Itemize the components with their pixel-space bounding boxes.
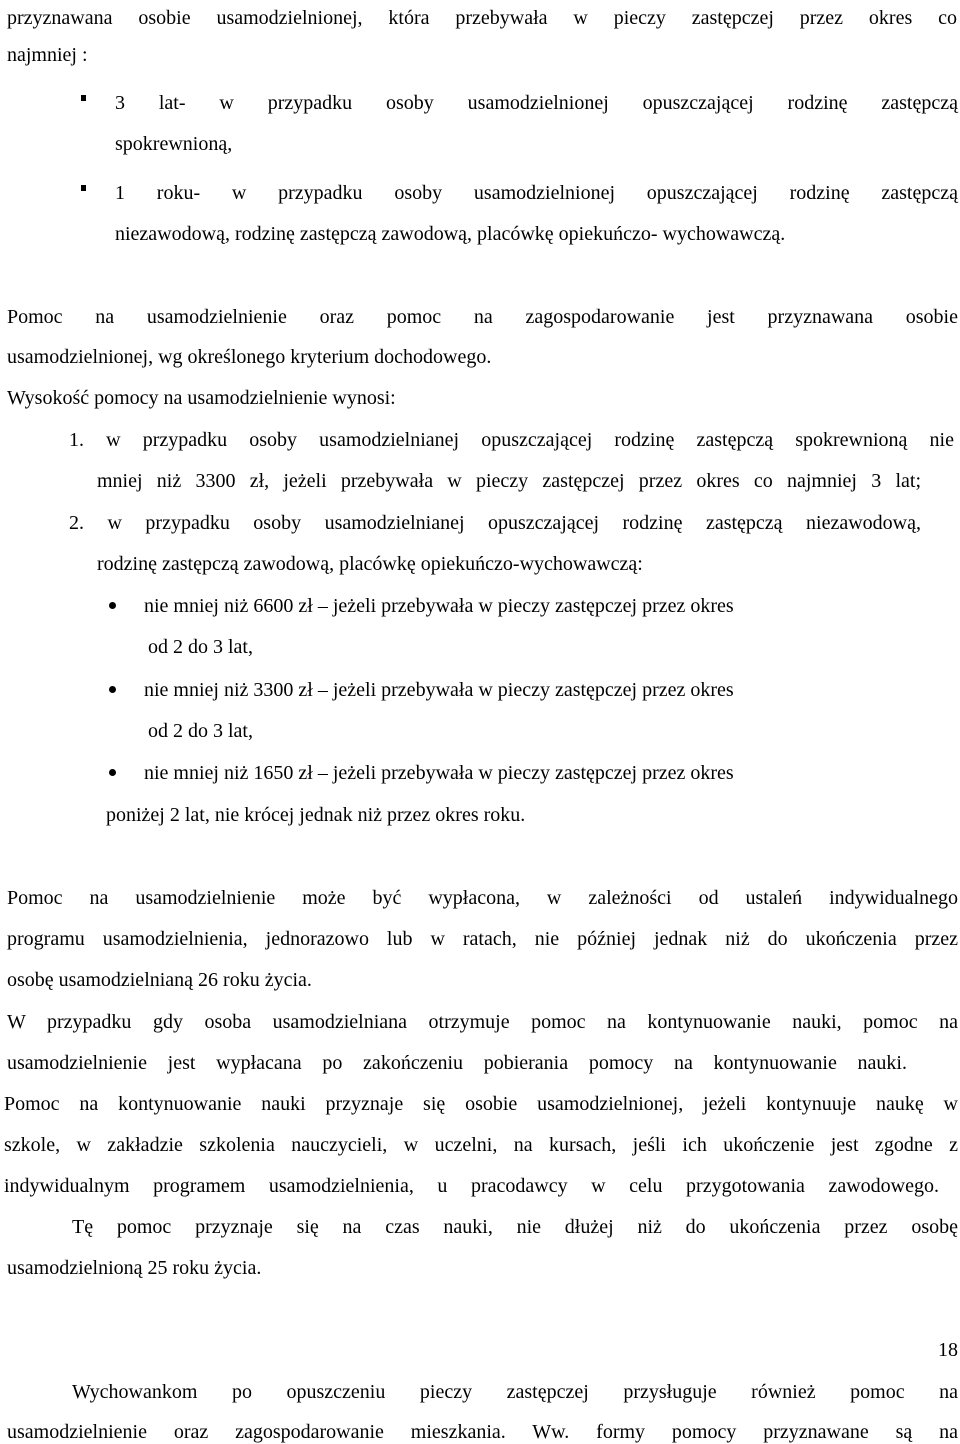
education-help-line-3: indywidualnym programem usamodzielnienia, u pracodawcy w celu przygotowania zawodowego.	[4, 1175, 939, 1197]
page-number: 18	[938, 1339, 958, 1361]
numbered-item-1-line-1: 1. w przypadku osoby usamodzielnianej opuszczającej rodzinę zastępczą spokrewnioną nie	[69, 429, 954, 451]
square-bullet-2-line-2: niezawodową, rodzinę zastępczą zawodową, placówkę opiekuńczo- wychowawczą.	[115, 223, 786, 245]
round-bullet-1-line-1: nie mniej niż 6600 zł – jeżeli przebywała w pieczy zastępczej przez okres	[144, 595, 734, 617]
round-bullet-3-line-1: nie mniej niż 1650 zł – jeżeli przebywała w pieczy zastępczej przez okres	[144, 762, 734, 784]
criterion-line-1: Pomoc na usamodzielnienie oraz pomoc na zagospodarowanie jest przyznawana osobie	[7, 306, 958, 328]
education-case-line-2: usamodzielnienie jest wypłacana po zakończeniu pobierania pomocy na kontynuowanie nauki.	[7, 1052, 907, 1074]
round-bullet-3-line-2: poniżej 2 lat, nie krócej jednak niż przez okres roku.	[106, 804, 526, 826]
square-bullet-icon	[81, 95, 86, 101]
intro-line-2: najmniej :	[7, 44, 88, 66]
intro-line-1: przyznawana osobie usamodzielnionej, która przebywała w pieczy zastępczej przez okres co	[7, 7, 957, 29]
square-bullet-icon	[81, 185, 86, 191]
amount-heading: Wysokość pomocy na usamodzielnienie wynosi:	[7, 387, 396, 409]
round-bullet-2-line-2: od 2 do 3 lat,	[148, 720, 253, 742]
education-limit-line-1: Tę pomoc przyznaje się na czas nauki, nie dłużej niż do ukończenia przez osobę	[72, 1216, 958, 1238]
bullet-dot-icon	[109, 686, 116, 693]
education-case-line-1: W przypadku gdy osoba usamodzielniana otrzymuje pomoc na kontynuowanie nauki, pomoc na	[7, 1011, 958, 1033]
education-help-line-1: Pomoc na kontynuowanie nauki przyznaje się osobie usamodzielnionej, jeżeli kontynuuje naukę w	[4, 1093, 958, 1115]
round-bullet-1-line-2: od 2 do 3 lat,	[148, 636, 253, 658]
square-bullet-1-line-1: 3 lat- w przypadku osoby usamodzielnionej opuszczającej rodzinę zastępczą	[115, 92, 958, 114]
round-bullet-2-line-1: nie mniej niż 3300 zł – jeżeli przebywała w pieczy zastępczej przez okres	[144, 679, 734, 701]
numbered-item-2-line-2: rodzinę zastępczą zawodową, placówkę opiekuńczo-wychowawczą:	[97, 553, 643, 575]
bullet-dot-icon	[109, 602, 116, 609]
footer-line-2: usamodzielnienie oraz zagospodarowanie mieszkania. Ww. formy pomocy przyznawane są na	[7, 1421, 958, 1443]
education-help-line-2: szkole, w zakładzie szkolenia nauczycieli, w uczelni, na kursach, jeśli ich ukończenie jest zgodne z	[4, 1134, 958, 1156]
criterion-line-2: usamodzielnionej, wg określonego kryterium dochodowego.	[7, 346, 492, 368]
square-bullet-2-line-1: 1 roku- w przypadku osoby usamodzielnionej opuszczającej rodzinę zastępczą	[115, 182, 958, 204]
numbered-item-2-line-1: 2. w przypadku osoby usamodzielnianej opuszczającej rodzinę zastępczą niezawodową,	[69, 512, 921, 534]
payment-line-3: osobę usamodzielnianą 26 roku życia.	[7, 969, 312, 991]
payment-line-1: Pomoc na usamodzielnienie może być wypłacona, w zależności od ustaleń indywidualnego	[7, 887, 958, 909]
payment-line-2: programu usamodzielnienia, jednorazowo lub w ratach, nie później jednak niż do ukończenia przez	[7, 928, 958, 950]
education-limit-line-2: usamodzielnioną 25 roku życia.	[7, 1257, 262, 1279]
bullet-dot-icon	[109, 769, 116, 776]
numbered-item-1-line-2: mniej niż 3300 zł, jeżeli przebywała w pieczy zastępczej przez okres co najmniej 3 lat;	[97, 470, 921, 492]
footer-line-1: Wychowankom po opuszczeniu pieczy zastępczej przysługuje również pomoc na	[72, 1381, 958, 1403]
square-bullet-1-line-2: spokrewnioną,	[115, 133, 233, 155]
